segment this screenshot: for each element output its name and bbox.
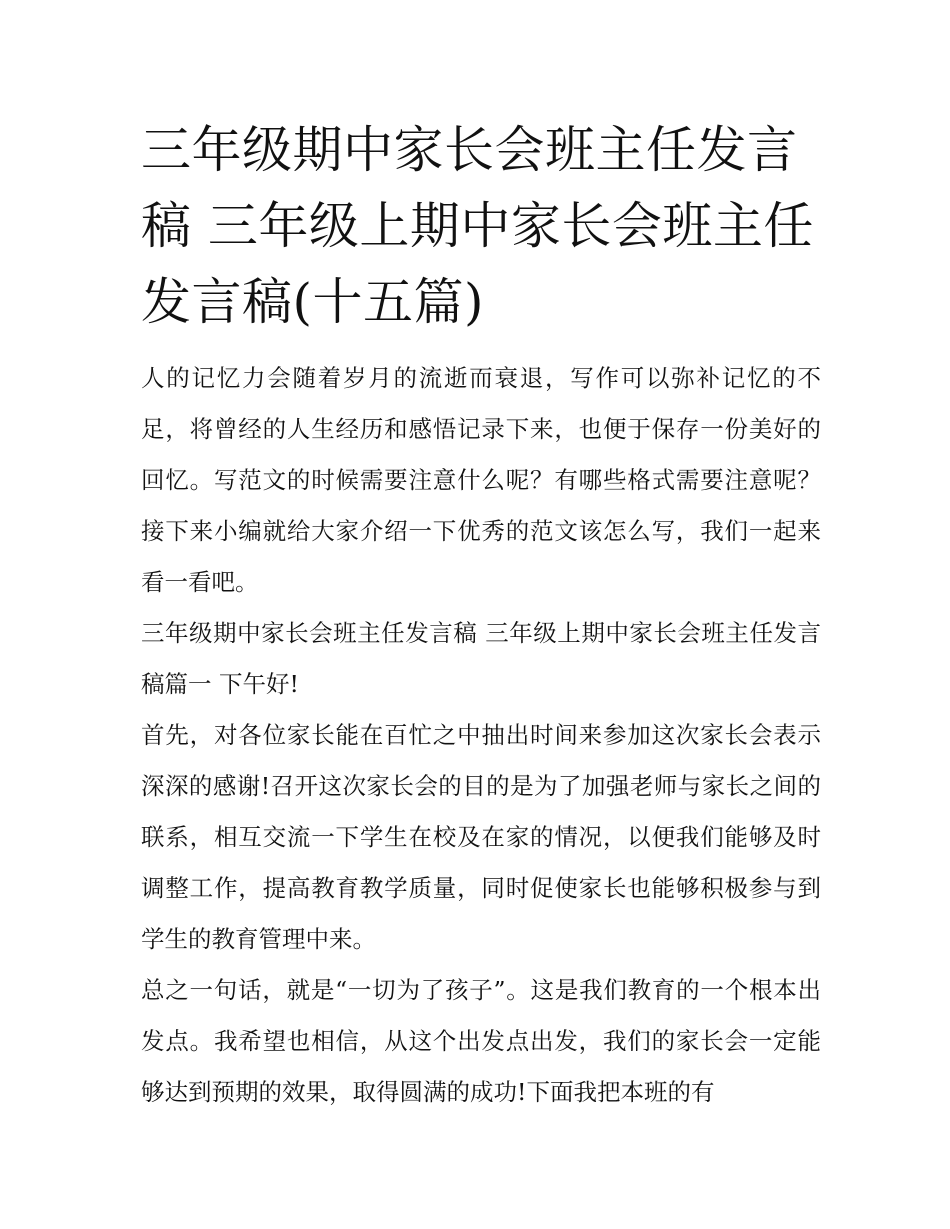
document-page: [141, 112, 821, 1118]
summary-paragraph: 总之一句话，就是“一切为了孩子”。这是我们教育的一个根本出发点。我希望也相信，从这个出发点出发，我们的家长会一定能够达到预期的效果，取得圆满的成功!下面我把本班的有: [141, 976, 821, 1106]
intro-paragraph: 人的记忆力会随着岁月的流逝而衰退，写作可以弥补记忆的不足，将曾经的人生经历和感悟记录下来，也便于保存一份美好的回忆。写范文的时候需要注意什么呢？有哪些格式需要注意呢？接下来小编就给大家介绍一下优秀的范文该怎么写，我们一起来看一看吧。: [141, 364, 821, 596]
speech-heading-paragraph: 三年级期中家长会班主任发言稿 三年级上期中家长会班主任发言稿篇一 下午好!: [141, 619, 821, 698]
thanks-paragraph: 首先，对各位家长能在百忙之中抽出时间来参加这次家长会表示深深的感谢!召开这次家长会的目的是为了加强老师与家长之间的联系，相互交流一下学生在校及在家的情况，以便我们能够及时调整工作，提高教育教学质量，同时促使家长也能够积极参与到学生的教育管理中来。: [141, 721, 821, 953]
document-title: 三年级期中家长会班主任发言稿 三年级上期中家长会班主任发言稿(十五篇): [141, 121, 814, 331]
